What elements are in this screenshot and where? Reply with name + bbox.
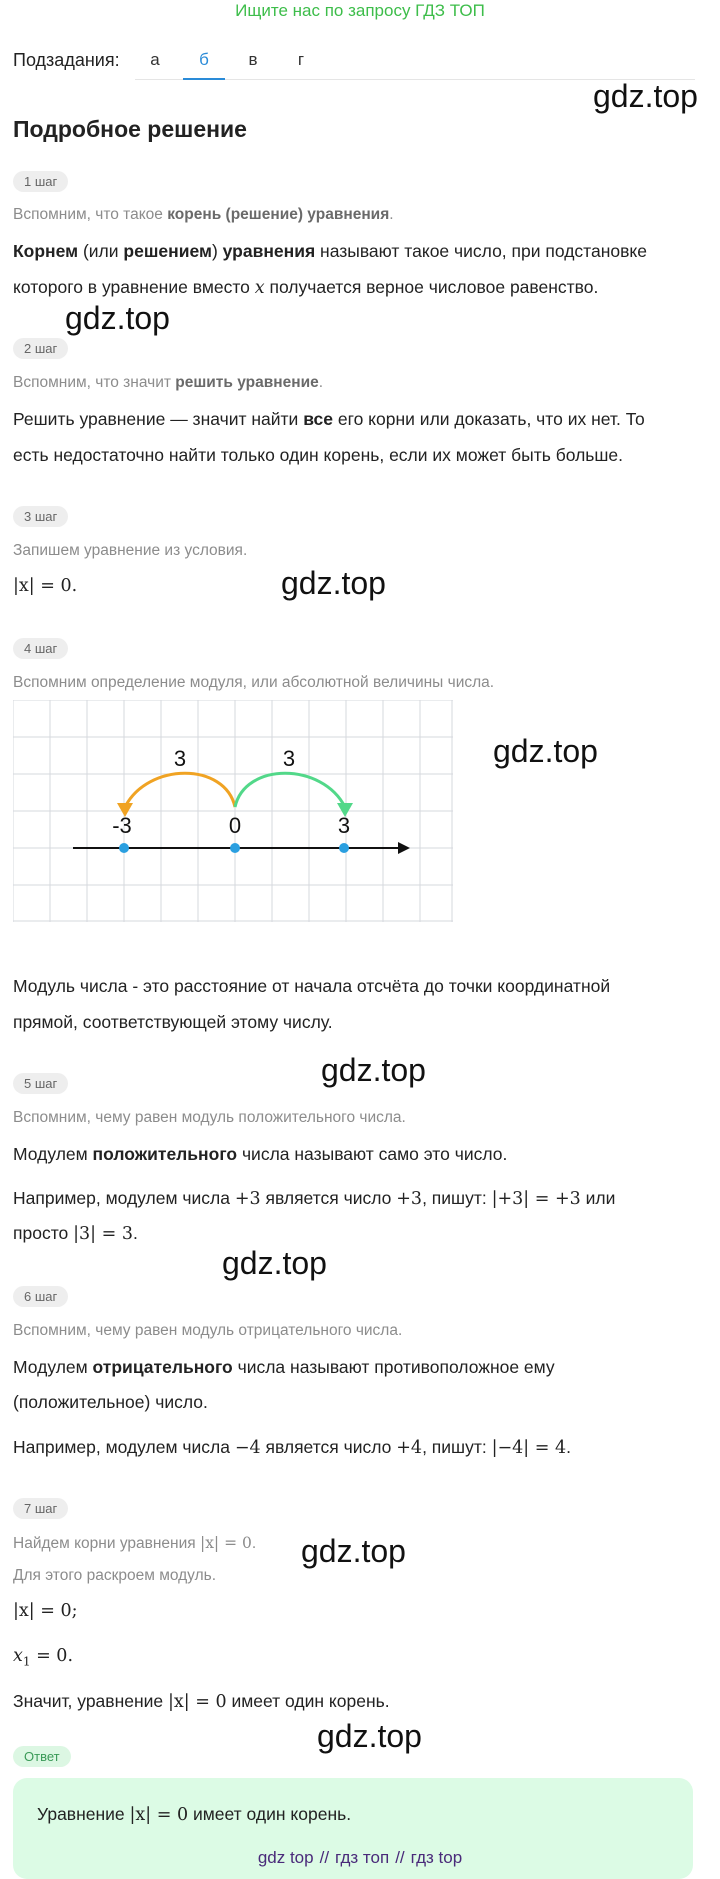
footer-link[interactable]: gdz top: [257, 1848, 314, 1867]
step-text: Модулем отрицательного числа называют противоположное ему: [13, 1357, 555, 1377]
equation: |x| = 0.: [13, 576, 78, 596]
step-badge: 5 шаг: [13, 1073, 68, 1094]
subtasks-label: Подзадания:: [13, 50, 120, 70]
step-hint: Запишем уравнение из условия.: [13, 542, 248, 559]
step-text: прямой, соответствующей этому числу.: [13, 1012, 333, 1032]
tab-g[interactable]: г: [297, 50, 305, 69]
step-hint: Найдем корни уравнения |x| = 0.: [13, 1534, 257, 1552]
number-line-diagram: [13, 700, 453, 922]
footer-link[interactable]: гдз top: [410, 1848, 463, 1867]
active-tab-indicator: [183, 78, 225, 80]
subtask-tabs: [135, 40, 695, 80]
step-badge: 4 шаг: [13, 638, 68, 659]
step-text: Решить уравнение — значит найти все его корни или доказать, что их нет. То: [13, 409, 645, 429]
footer-separator: //: [319, 1848, 330, 1867]
equation: $x_1 = 0$.: [13, 1646, 74, 1669]
left-arc: [125, 773, 235, 807]
step-text: Модуль числа - это расстояние от начала отсчёта до точки координатной: [13, 976, 611, 996]
axis-arrow-icon: [398, 842, 410, 854]
watermark: gdz.top: [317, 1718, 422, 1754]
answer-badge: Ответ: [13, 1746, 71, 1767]
step-text: есть недостаточно найти только один корень, если их может быть больше.: [13, 445, 624, 465]
step-text: просто |3| = 3.: [13, 1223, 138, 1244]
right-arc: [235, 773, 345, 807]
watermark: gdz.top: [493, 733, 598, 769]
step-badge: 7 шаг: [13, 1498, 68, 1519]
watermark: gdz.top: [65, 300, 170, 336]
tab-b[interactable]: б: [199, 50, 209, 69]
watermark: gdz.top: [301, 1533, 406, 1569]
answer-text: Уравнение |x| = 0 имеет один корень.: [37, 1804, 352, 1825]
equation: |x| = 0;: [13, 1601, 78, 1621]
footer-separator: //: [395, 1848, 405, 1867]
step-hint: Вспомним, что значит решить уравнение.: [13, 374, 324, 391]
step-badge: 6 шаг: [13, 1286, 68, 1307]
step-text: Модулем положительного числа называют само это число.: [13, 1144, 508, 1164]
watermark: gdz.top: [222, 1245, 327, 1281]
step-hint: Для этого раскроем модуль.: [13, 1567, 217, 1584]
point-marker: [339, 843, 349, 853]
step-text: Например, модулем числа −4 является число +4, пишут: |−4| = 4.: [13, 1437, 571, 1458]
arc-label: 3: [282, 746, 296, 771]
arc-label: 3: [173, 746, 187, 771]
watermark: gdz.top: [281, 565, 386, 601]
step-text: (положительное) число.: [13, 1392, 208, 1412]
point-label: -3: [112, 813, 132, 838]
tab-v[interactable]: в: [248, 50, 258, 69]
step-hint: Вспомним определение модуля, или абсолютной величины числа.: [13, 674, 495, 691]
footer-links: [0, 1848, 720, 1868]
point-marker: [119, 843, 129, 853]
step-hint: Вспомним, что такое корень (решение) уравнения.: [13, 206, 394, 223]
page-title: Подробное решение: [13, 116, 247, 142]
step-text: Корнем (или решением) уравнения называют такое число, при подстановке: [13, 241, 647, 261]
point-label: 0: [228, 813, 242, 838]
step-badge: 3 шаг: [13, 506, 68, 527]
tab-a[interactable]: а: [150, 50, 160, 69]
watermark: gdz.top: [593, 78, 698, 114]
step-text: которого в уравнение вместо x получается верное числовое равенство.: [13, 277, 599, 298]
step-text: Значит, уравнение |x| = 0 имеет один корень.: [13, 1691, 390, 1712]
step-badge: 1 шаг: [13, 171, 68, 192]
step-text: Например, модулем числа +3 является число +3, пишут: |+3| = +3 или: [13, 1188, 616, 1209]
step-hint: Вспомним, чему равен модуль положительного числа.: [13, 1109, 406, 1126]
grid: [13, 700, 453, 922]
step-hint: Вспомним, чему равен модуль отрицательного числа.: [13, 1322, 403, 1339]
watermark: gdz.top: [321, 1052, 426, 1088]
point-label: 3: [337, 813, 351, 838]
point-marker: [230, 843, 240, 853]
footer-link[interactable]: гдз топ: [335, 1848, 390, 1867]
step-badge: 2 шаг: [13, 338, 68, 359]
search-banner: Ищите нас по запросу ГДЗ ТОП: [235, 1, 485, 20]
